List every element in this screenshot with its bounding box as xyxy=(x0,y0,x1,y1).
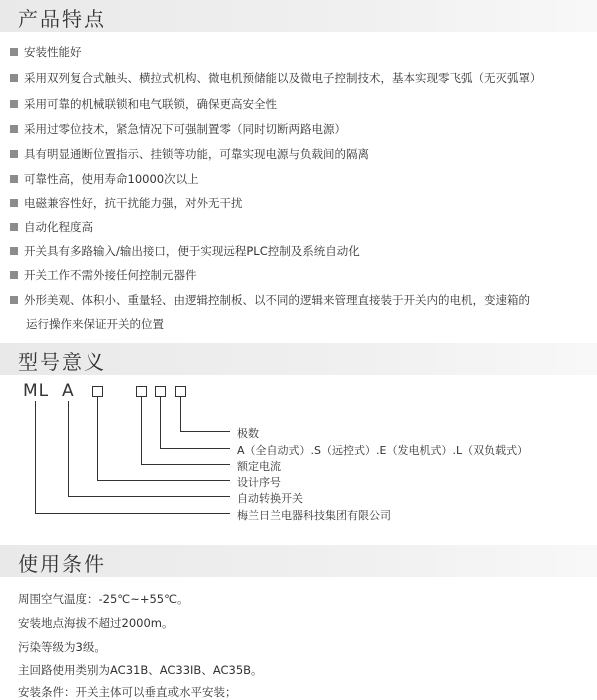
label-type: A（全自动式）.S（远控式）.E（发电机式）.L（双负载式） xyxy=(237,444,529,457)
feature-item: 安装性能好 xyxy=(10,44,82,60)
feature-item: 采用过零位技术，紧急情况下可强制置零（同时切断两路电源） xyxy=(10,121,346,137)
feature-item: 电磁兼容性好，抗干扰能力强，对外无干扰 xyxy=(10,195,243,211)
condition-item: 污染等级为3级。 xyxy=(18,640,106,654)
feature-item: 开关工作不需外接任何控制元器件 xyxy=(10,267,197,283)
leader-line xyxy=(161,397,231,449)
leader-line xyxy=(142,397,231,465)
feature-item-continuation: 运行操作来保证开关的位置 xyxy=(26,317,164,331)
feature-item: 外形美观、体积小、重量轻、由逻辑控制板、以不同的逻辑来管理直接装于开关内的电机，变速箱的 xyxy=(10,292,530,308)
condition-item: 安装条件：开关主体可以垂直或水平安装； xyxy=(18,685,237,699)
feature-item: 具有明显通断位置指示、挂锁等功能，可靠实现电源与负载间的隔离 xyxy=(10,146,369,162)
feature-item: 采用双列复合式触头、横拉式机构、微电机预储能以及微电子控制技术，基本实现零飞弧（无灭弧罩） xyxy=(10,70,542,86)
condition-item: 周围空气温度：-25℃~+55℃。 xyxy=(18,592,189,606)
label-poles: 极数 xyxy=(237,427,259,440)
model-box xyxy=(156,387,166,397)
feature-item: 自动化程度高 xyxy=(10,219,93,235)
features-title: 产品特点 xyxy=(18,7,106,31)
label-ats: 自动转换开关 xyxy=(237,492,303,505)
conditions-header xyxy=(0,545,597,577)
label-company: 梅兰日兰电器科技集团有限公司 xyxy=(237,509,391,522)
feature-item: 可靠性高，使用寿命10000次以上 xyxy=(10,171,199,187)
model-box xyxy=(137,387,147,397)
model-title: 型号意义 xyxy=(18,350,106,374)
label-design-serial: 设计序号 xyxy=(237,476,281,489)
label-rated-current: 额定电流 xyxy=(237,460,281,473)
condition-item: 主回路使用类别为AC31B、AC33IB、AC35B。 xyxy=(18,663,263,677)
model-code-ml: ML xyxy=(23,381,50,401)
model-box xyxy=(176,387,186,397)
leader-line xyxy=(181,397,231,432)
model-code-a: A xyxy=(62,381,75,401)
feature-item: 开关具有多路输入/输出接口，便于实现远程PLC控制及系统自动化 xyxy=(10,243,360,259)
conditions-title: 使用条件 xyxy=(18,552,106,576)
condition-item: 安装地点海拔不超过2000m。 xyxy=(18,616,174,630)
model-box xyxy=(93,387,103,397)
leader-line xyxy=(98,397,231,481)
feature-item: 采用可靠的机械联锁和电气联锁，确保更高安全性 xyxy=(10,96,277,112)
